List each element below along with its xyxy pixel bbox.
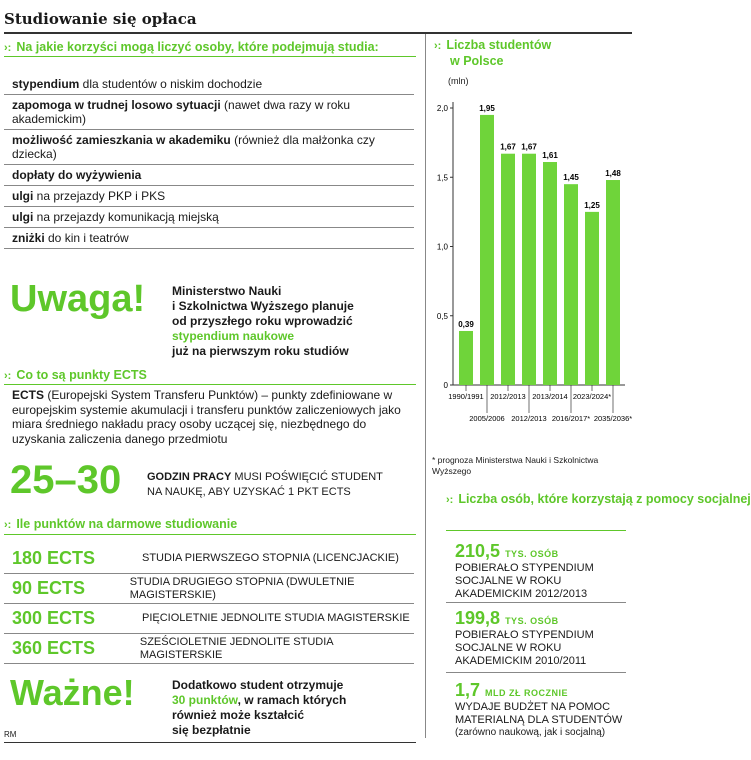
benefits-underline	[4, 56, 416, 57]
category-label: 2005/2006	[469, 414, 505, 423]
chart-ylabel: (mln)	[448, 76, 469, 86]
social-heading: ›: Liczba osób, które korzystają z pomocy socjalnej	[446, 492, 751, 506]
benefits-list	[4, 74, 414, 249]
social-divider-1	[446, 602, 626, 603]
credit: RM	[4, 730, 17, 739]
bar-value-label: 1,95	[479, 103, 495, 113]
ects-value: 90 ECTS	[12, 578, 86, 598]
bar-value-label: 1,67	[500, 142, 516, 152]
chart-title: ›: Liczba studentów w Polsce	[434, 38, 552, 68]
benefit-item	[4, 207, 414, 228]
chart-footnote: * prognoza Ministerstwa Nauki i Szkolnictwa Wyższego	[432, 455, 599, 476]
benefit-bold: stypendium	[12, 77, 80, 91]
category-label: 1990/1991	[448, 392, 484, 401]
bar-value-label: 1,45	[563, 173, 579, 183]
bar-value-label: 1,48	[605, 169, 621, 179]
bar	[459, 331, 473, 385]
benefit-item	[4, 165, 414, 186]
social-underline	[446, 530, 626, 531]
y-tick-label: 0,5	[436, 311, 448, 321]
category-label: 2035/2036*	[593, 414, 633, 423]
ects-row	[4, 574, 414, 604]
bar	[585, 212, 599, 385]
bar	[480, 115, 494, 385]
bar-value-label: 0,39	[458, 319, 474, 329]
y-tick-label: 1,5	[436, 173, 448, 183]
benefit-text: (nawet dwa razy w roku akademickim)	[12, 98, 351, 126]
social-stat-3: 1,7 MLD ZŁ ROCZNIE WYDAJE BUDŻET NA POMOC MATERIALNĄ DLA STUDENTÓW (zarówno naukową, jak i socjalną)	[455, 680, 623, 738]
ects-underline	[4, 384, 416, 385]
ects-value: 360 ECTS	[12, 638, 96, 658]
ects-description: STUDIA DRUGIEGO STOPNIA (DWULETNIE MAGISTERSKIE)	[129, 575, 355, 601]
benefit-item	[4, 95, 414, 130]
benefit-bold: ulgi	[12, 189, 34, 203]
ects-range: 25–30	[10, 458, 122, 502]
benefit-item	[4, 130, 414, 165]
y-tick-label: 1,0	[436, 242, 448, 252]
benefit-text: na przejazdy PKP i PKS	[33, 189, 166, 203]
ects-row	[4, 634, 414, 664]
benefit-item	[4, 186, 414, 207]
ects-range-note: GODZIN PRACY MUSI POŚWIĘCIĆ STUDENT NA NAUKĘ, ABY UZYSKAĆ 1 PKT ECTS	[147, 471, 383, 498]
free-study-heading: ›: Ile punktów na darmowe studiowanie	[4, 517, 238, 531]
benefits-heading: ›: Na jakie korzyści mogą liczyć osoby, które podejmują studia:	[4, 40, 379, 54]
free-study-underline	[4, 534, 416, 535]
bar-value-label: 1,61	[542, 151, 558, 161]
ects-table	[4, 544, 414, 664]
title-rule	[4, 32, 632, 34]
benefit-bold: ulgi	[12, 210, 34, 224]
social-stat-2: 199,8 TYS. OSÓB POBIERAŁO STYPENDIUM SOCJALNE W ROKU AKADEMICKIM 2010/2011	[455, 608, 594, 667]
benefit-bold: możliwość zamieszkania w akademiku	[12, 133, 231, 147]
category-label: 2013/2014	[532, 392, 568, 401]
bar	[606, 180, 620, 385]
ects-description: STUDIA PIERWSZEGO STOPNIA (LICENCJACKIE)	[142, 552, 399, 564]
ects-description: SZEŚCIOLETNIE JEDNOLITE STUDIA MAGISTERSKIE	[139, 635, 334, 661]
ects-description: PIĘCIOLETNIE JEDNOLITE STUDIA MAGISTERSKIE	[142, 612, 410, 624]
ects-value: 180 ECTS	[12, 548, 96, 568]
category-label: 2012/2013	[490, 392, 526, 401]
y-tick-label: 2,0	[436, 104, 448, 113]
bar	[522, 154, 536, 385]
wazne-note: Dodatkowo student otrzymuje 30 punktów, w ramach których również może kształcić się bezpłatnie	[172, 678, 347, 737]
benefit-text: (również dla małżonka czy dziecka)	[12, 133, 375, 161]
ects-row	[4, 604, 414, 634]
benefit-text: dla studentów o niskim dochodzie	[79, 77, 263, 91]
y-tick-label: 0	[443, 381, 448, 390]
students-bar-chart	[425, 90, 635, 450]
category-label: 2012/2013	[511, 414, 547, 423]
benefit-item	[4, 74, 414, 95]
benefit-text: do kin i teatrów	[44, 231, 129, 245]
benefit-bold: zapomoga w trudnej losowo sytuacji	[12, 98, 221, 112]
uwaga-note: Ministerstwo Nauki i Szkolnictwa Wyższego planuje od przyszłego roku wprowadzić stypendium naukowe już na pierwszym roku studiów	[172, 284, 354, 358]
benefit-text: na przejazdy komunikacją miejską	[33, 210, 219, 224]
ects-row	[4, 544, 414, 574]
uwaga-label: Uwaga!	[10, 278, 146, 320]
ects-definition: ECTS (Europejski System Transferu Punktów) – punkty zdefiniowane w europejskim systemie akumulacji i transferu punktów zaliczeniowych jako miara średniego nakładu pracy osoby uczącej się, niezbędnego do uzyskania zaliczenia danego przedmiotu	[12, 388, 401, 446]
bar	[543, 162, 557, 385]
bottom-rule	[4, 742, 416, 743]
page-title: Studiowanie się opłaca	[4, 10, 197, 28]
category-label: 2016/2017*	[551, 414, 591, 423]
benefit-bold: zniżki	[12, 231, 45, 245]
wazne-label: Ważne!	[10, 672, 135, 713]
category-label: 2023/2024*	[572, 392, 612, 401]
bar-value-label: 1,25	[584, 200, 600, 210]
benefit-bold: dopłaty do wyżywienia	[12, 168, 142, 182]
bar	[501, 154, 515, 385]
social-stat-1: 210,5 TYS. OSÓB POBIERAŁO STYPENDIUM SOCJALNE W ROKU AKADEMICKIM 2012/2013	[455, 541, 594, 600]
ects-heading: ›: Co to są punkty ECTS	[4, 368, 147, 382]
benefit-item	[4, 228, 414, 249]
ects-value: 300 ECTS	[12, 608, 96, 628]
bar-value-label: 1,67	[521, 142, 537, 152]
bar	[564, 184, 578, 385]
social-divider-2	[446, 672, 626, 673]
